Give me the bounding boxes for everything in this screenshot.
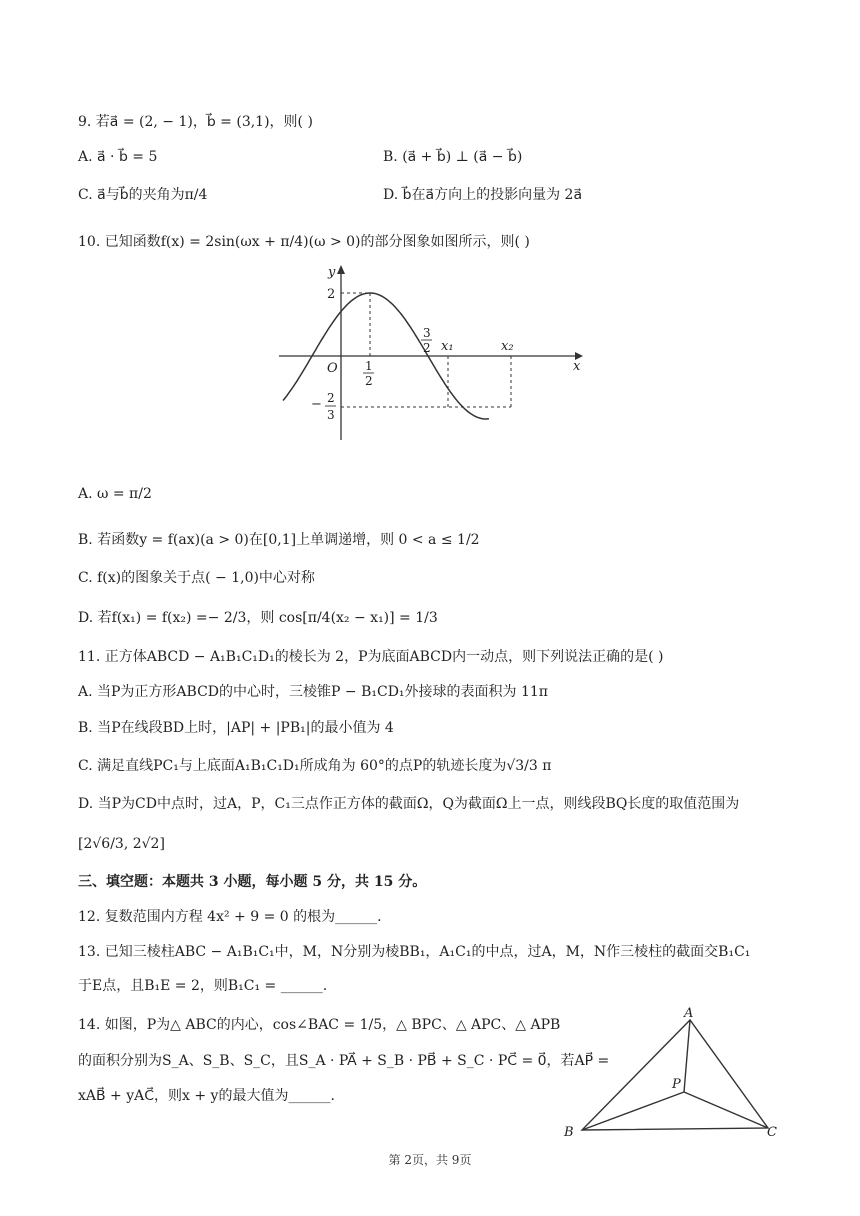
q11-stem: 11. 正方体ABCD − A₁B₁C₁D₁的棱长为 2，P为底面ABCD内一动点，则下列说法正确的是( ) [78,649,664,665]
q9-stem: 9. 若a⃗ = (2, − 1)，b⃗ = (3,1)，则( ) [78,114,313,130]
q9-option-a: A. a⃗ · b⃗ = 5 [78,149,158,165]
half-den: 2 [365,374,373,388]
y-neg-den: 3 [327,408,335,422]
label-c: C [767,1125,777,1140]
three-half-num: 3 [423,326,431,340]
q10-stem: 10. 已知函数f(x) = 2sin(ωx + π/4)(ω > 0)的部分图象如图所示，则( ) [78,234,530,250]
q11-option-c: C. 满足直线PC₁与上底面A₁B₁C₁D₁所成角为 60°的点P的轨迹长度为√3/3 π [78,758,552,774]
q10-sine-graph [275,262,595,442]
label-a: A [684,1006,694,1021]
q9-option-c: C. a⃗与b⃗的夹角为π/4 [78,187,208,203]
segment-pa [684,1020,690,1092]
x1-label: x₁ [441,339,454,354]
q14-triangle-figure [562,1004,782,1144]
segment-pb [582,1092,684,1130]
q10-option-c: C. f(x)的图象关于点( − 1,0)中心对称 [78,570,315,586]
triangle-abc [582,1020,768,1130]
label-p: P [672,1077,681,1092]
y-neg-num: 2 [327,391,335,405]
y-axis-arrow [337,265,345,274]
q14-line3: xAB⃗ + yAC⃗，则x + y的最大值为______. [78,1088,335,1104]
q13-line1: 13. 已知三棱柱ABC − A₁B₁C₁中，M，N分别为棱BB₁，A₁C₁的中点，过A，M，N作三棱柱的截面交B₁C₁ [78,944,751,960]
q11-option-d-line2: [2√6/3, 2√2] [78,836,165,852]
section-3-heading: 三、填空题：本题共 3 小题，每小题 5 分，共 15 分。 [78,874,427,890]
q14-line2: 的面积分别为S_A、S_B、S_C，且S_A · PA⃗ + S_B · PB⃗ + S_C · PC⃗ = 0⃗，若AP⃗ = [78,1053,610,1069]
x-axis-label: x [573,359,581,374]
q11-option-b: B. 当P在线段BD上时，|AP| + |PB₁|的最小值为 4 [78,720,394,736]
q9-option-b: B. (a⃗ + b⃗) ⊥ (a⃗ − b⃗) [383,149,523,165]
x2-label: x₂ [501,339,514,354]
q11-option-d-line1: D. 当P为CD中点时，过A，P，C₁三点作正方体的截面Ω，Q为截面Ω上一点，则线段BQ长度的取值范围为 [78,796,740,812]
q12-text: 12. 复数范围内方程 4x² + 9 = 0 的根为______. [78,909,382,925]
q10-option-d: D. 若f(x₁) = f(x₂) =− 2/3，则 cos[π/4(x₂ − x₁)] = 1/3 [78,610,438,626]
label-b: B [564,1125,574,1140]
half-num: 1 [365,359,373,373]
q11-option-a: A. 当P为正方形ABCD的中心时，三棱锥P − B₁CD₁外接球的表面积为 11π [78,684,548,700]
q13-line2: 于E点，且B₁E = 2，则B₁C₁ = ______. [78,978,328,994]
q9-option-d: D. b⃗在a⃗方向上的投影向量为 2a⃗ [383,187,583,203]
q10-option-a: A. ω = π/2 [78,486,152,502]
y-max-label: 2 [327,287,336,302]
y-axis-label: y [328,265,336,280]
origin-label: O [327,361,338,376]
q10-option-b: B. 若函数y = f(ax)(a > 0)在[0,1]上单调递增，则 0 < a ≤ 1/2 [78,532,480,548]
three-half-den: 2 [423,341,431,355]
page-footer: 第 2页，共 9页 [388,1153,472,1167]
q14-line1: 14. 如图，P为△ ABC的内心，cos∠BAC = 1/5，△ BPC、△ APC、△ APB [78,1017,561,1033]
y-neg-minus: − [311,397,322,412]
